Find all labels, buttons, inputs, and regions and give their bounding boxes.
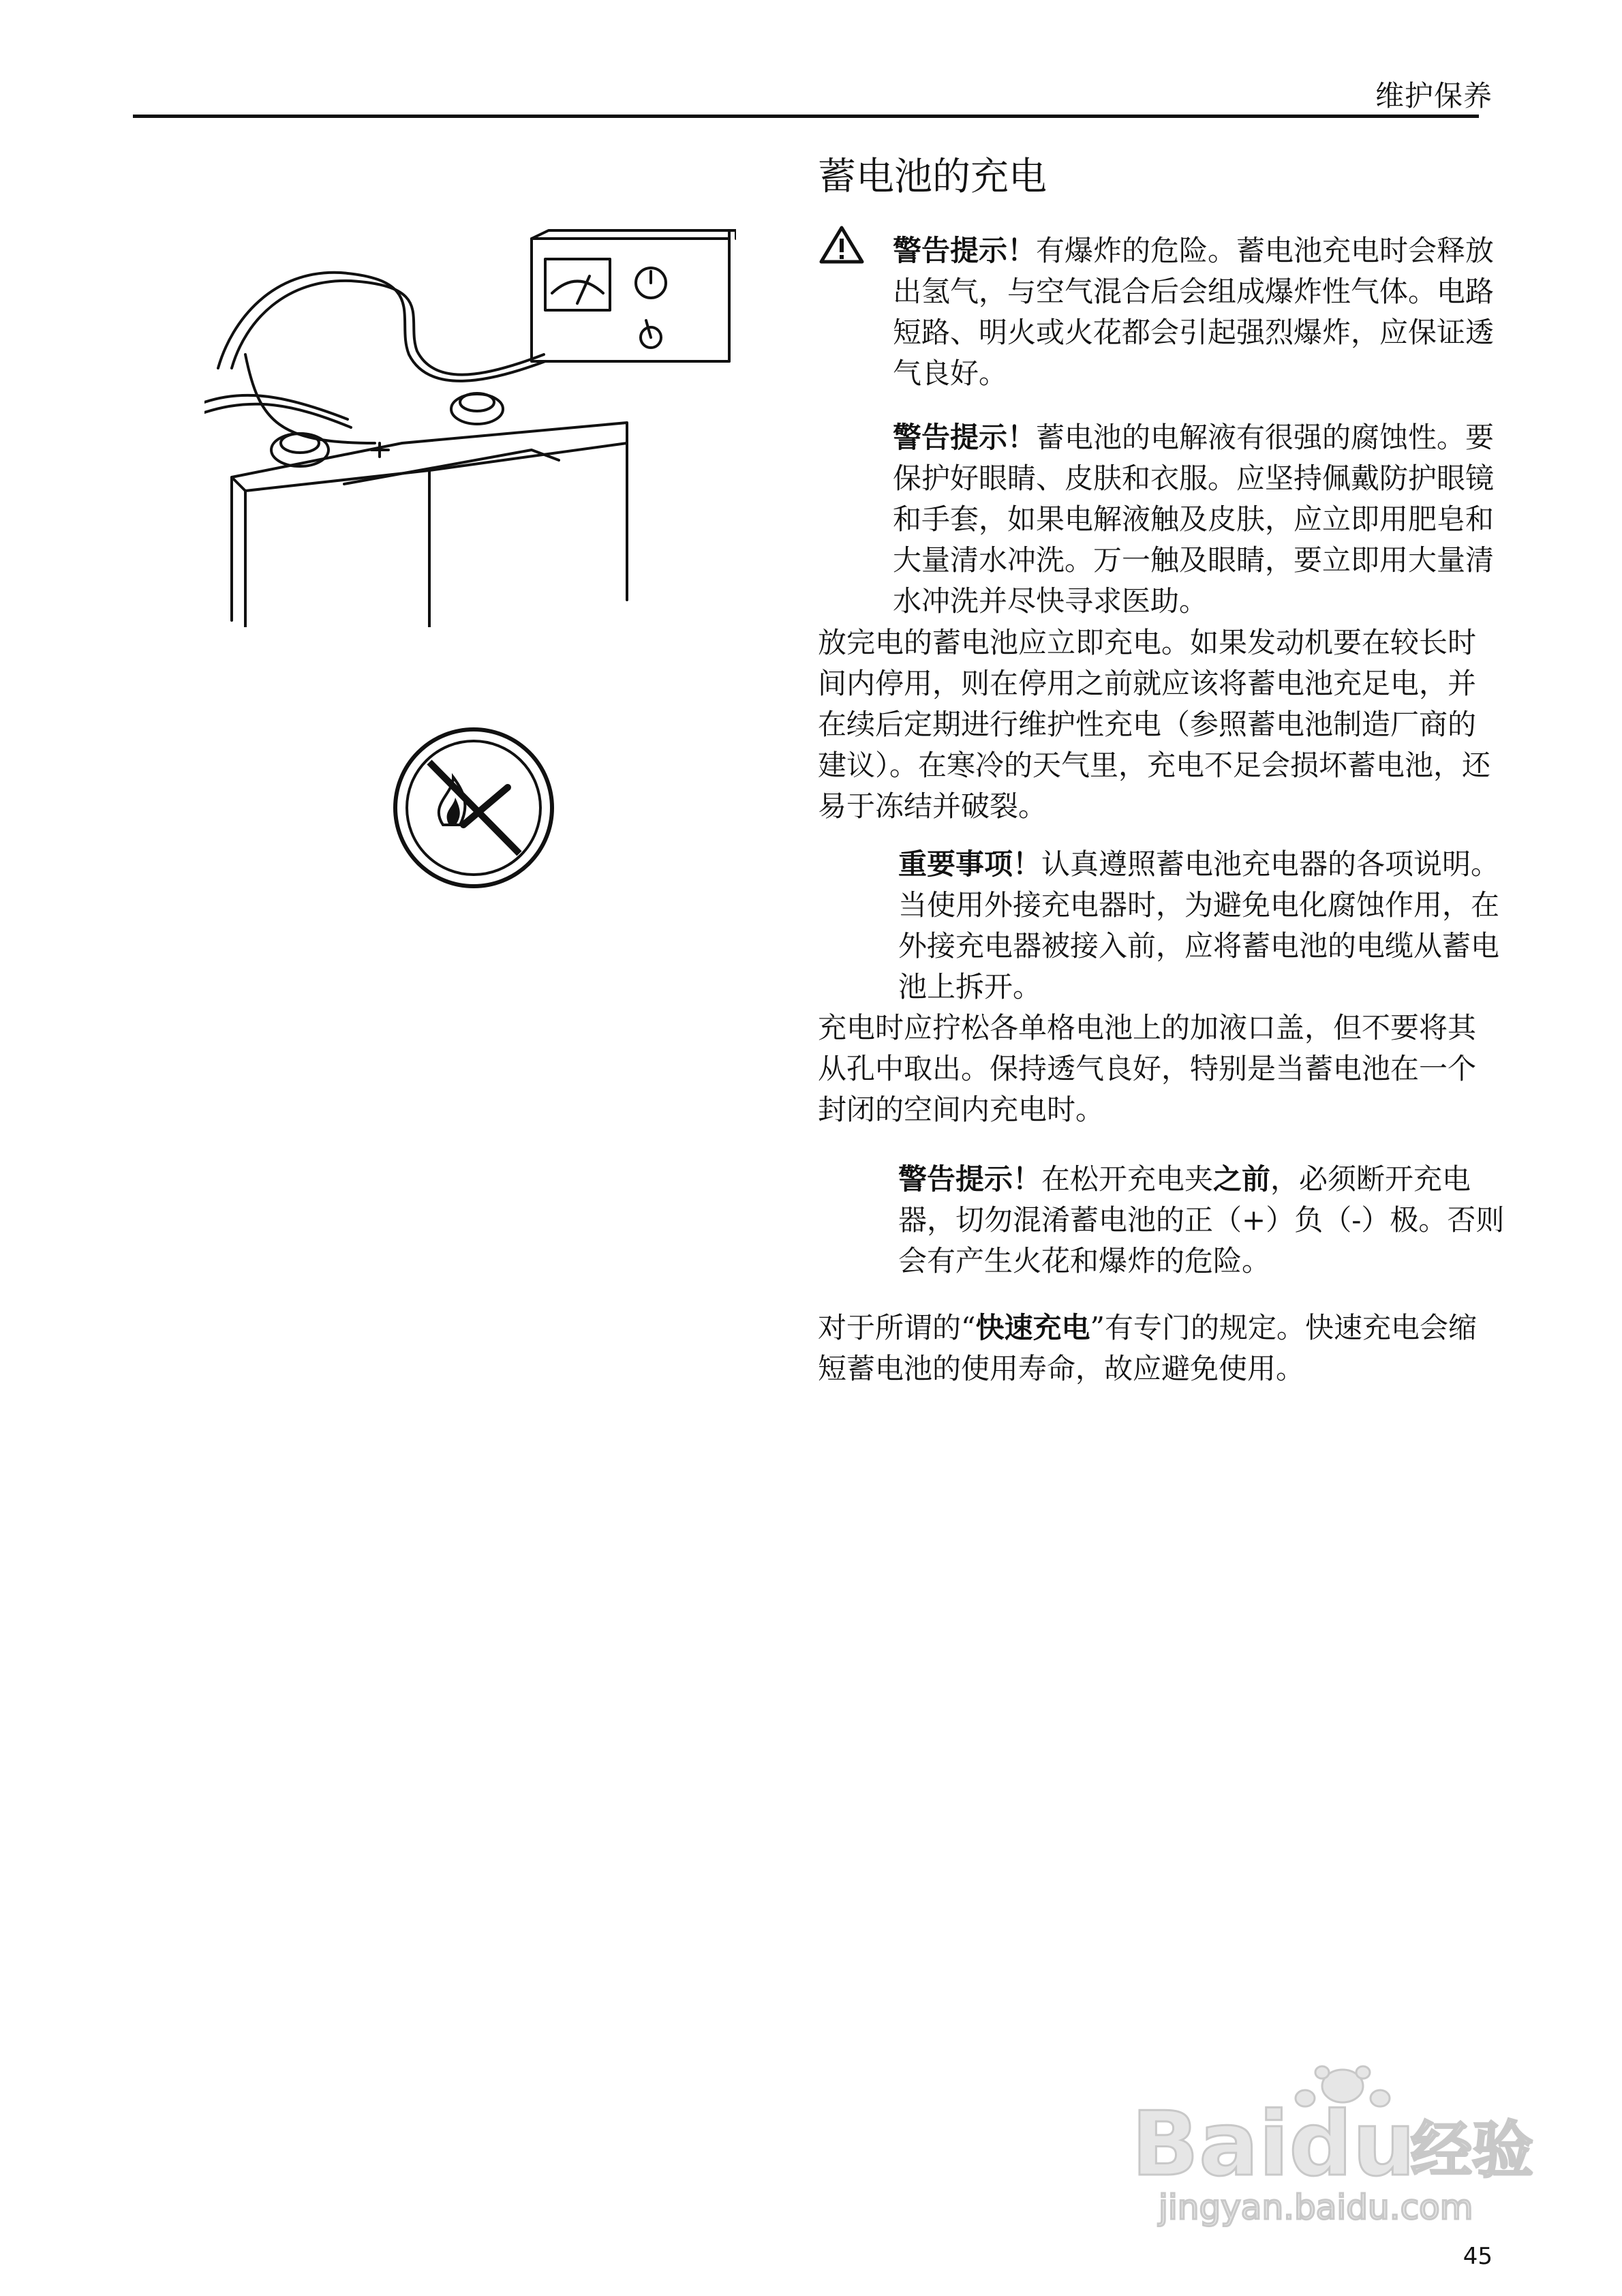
warning-triangle-icon (819, 225, 864, 265)
warning-explosion (893, 230, 1506, 394)
warning-text-after: ，必须断开充电器，切勿混淆蓄电池的正（+）负（-）极。否则会有产生火花和爆炸的危险。 (898, 1162, 1505, 1278)
warning-label: 警告提示！ (893, 421, 1037, 454)
body-text-before: 对于所谓的“ (818, 1311, 976, 1344)
warning-disconnect (898, 1159, 1512, 1282)
body-paragraph-recharge: 放完电的蓄电池应立即充电。如果发动机要在较长时间内停用，则在停用之前就应该将蓄电池充足电，并在续后定期进行维护性充电（参照蓄电池制造厂商的建议）。在寒冷的天气里，充电不足会损坏蓄电池，还易于冻结并破裂。 (818, 626, 1491, 823)
page-title: 蓄电池的充电 (818, 155, 1047, 199)
important-label: 重要事项！ (898, 847, 1042, 881)
body-emphasis: 快速充电 (975, 1311, 1090, 1344)
body-paragraph-caps: 充电时应拧松各单格电池上的加液口盖，但不要将其从孔中取出。保持透气良好，特别是当蓄电池在一个封闭的空间内充电时。 (818, 1011, 1477, 1126)
warning-label: 警告提示！ (898, 1162, 1042, 1196)
warning-text: 有爆炸的危险。蓄电池充电时会释放出氢气，与空气混合后会组成爆炸性气体。电路短路、明火或火花都会引起强烈爆炸，应保证透气良好。 (893, 234, 1495, 390)
watermark-url: jingyan.baidu.com (1159, 2188, 1473, 2227)
baidu-watermark (1118, 2059, 1540, 2229)
battery-terminal-negative (271, 434, 328, 466)
header-rule (133, 115, 1479, 118)
battery-charging-illustration (204, 218, 736, 627)
header-section-name: 维护保养 (1375, 79, 1493, 112)
no-fire-icon (388, 723, 559, 893)
warning-text: 蓄电池的电解液有很强的腐蚀性。要保护好眼睛、皮肤和衣服。应坚持佩戴防护眼镜和手套，如果电解液触及皮肤，应立即用肥皂和大量清水冲洗。万一触及眼睛，要立即用大量清水冲洗并尽快寻求医助。 (893, 421, 1495, 618)
body-paragraph-fast-charge (818, 1308, 1499, 1389)
page-number: 45 (1463, 2243, 1493, 2270)
watermark-brand: Baidu (1131, 2092, 1416, 2196)
body-text-after: ”有专门的规定。快速充电会缩短蓄电池的使用寿命，故应避免使用。 (818, 1311, 1477, 1385)
important-text: 认真遵照蓄电池充电器的各项说明。当使用外接充电器时，为避免电化腐蚀作用，在外接充电器被接入前，应将蓄电池的电缆从蓄电池上拆开。 (898, 847, 1500, 1003)
warning-label: 警告提示！ (893, 234, 1037, 267)
warning-electrolyte (893, 417, 1506, 622)
warning-emphasis: 之前 (1213, 1162, 1271, 1196)
battery-terminal-positive (451, 394, 503, 424)
watermark-suffix: 经验 (1411, 2115, 1533, 2186)
important-note (898, 844, 1525, 1008)
warning-text-before: 在松开充电夹 (1041, 1162, 1214, 1196)
charger-box (532, 239, 729, 361)
